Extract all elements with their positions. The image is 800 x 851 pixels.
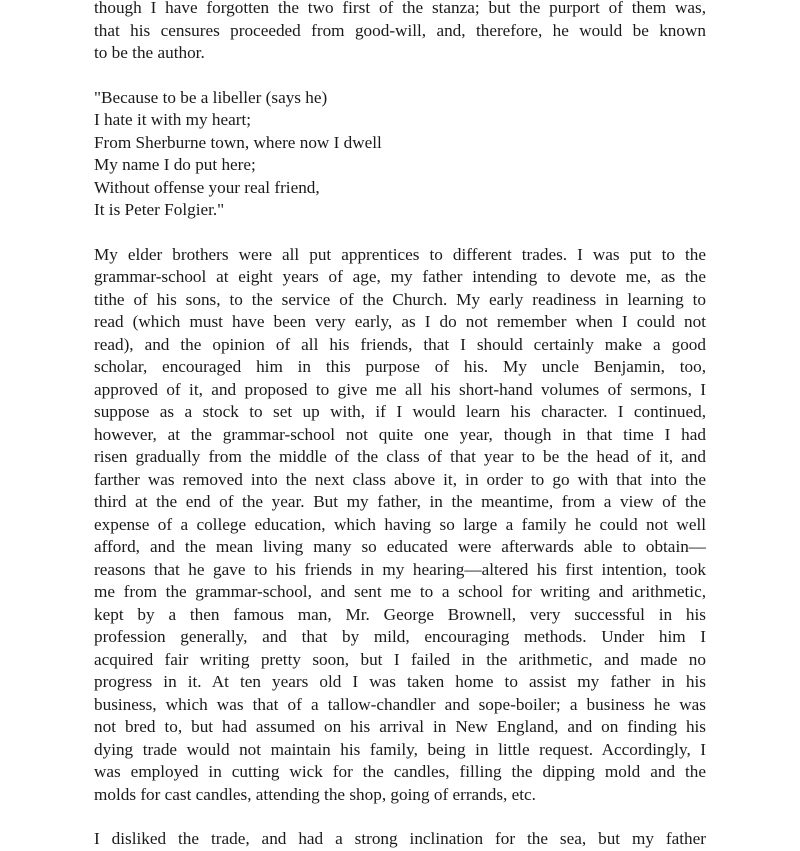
paragraph-1-line-1: though I have forgotten the two first of the stanza; but the purport of them was, — [94, 0, 706, 17]
verse-line-2: I hate it with my heart; — [94, 110, 252, 129]
paragraph-2-line-16: me from the grammar-school, and sent me to a school for writing and arithmetic, — [94, 582, 706, 601]
verse-line-4: My name I do put here; — [94, 155, 256, 174]
paragraph-2-line-11: farther was removed into the next class above it, in order to go with that into the — [94, 469, 706, 489]
verse-block — [94, 87, 706, 222]
paragraph-2-line-24: was employed in cutting wick for the candles, filling the dipping mold and the — [94, 762, 706, 781]
paragraph-1-line-3: to be the author. — [94, 43, 205, 62]
paragraph-2-line-10: risen gradually from the middle of the class of that year to be the head of it, and — [94, 447, 706, 466]
paragraph-2-line-6: scholar, encouraged him in this purpose of his. My uncle Benjamin, too, — [94, 357, 706, 376]
paragraph-2-line-19: acquired fair writing pretty soon, but I failed in the arithmetic, and made no — [94, 649, 706, 669]
paragraph-2-line-2: grammar-school at eight years of age, my father intending to devote me, as the — [94, 267, 706, 286]
paragraph-2-line-14: afford, and the mean living many so educated were afterwards able to obtain— — [94, 537, 706, 556]
verse-line-3: From Sherburne town, where now I dwell — [94, 132, 382, 152]
paragraph-3-line-1: I disliked the trade, and had a strong inclination for the sea, but my father — [94, 829, 706, 848]
paragraph-2-line-3: tithe of his sons, to the service of the Church. My early readiness in learning to — [94, 289, 706, 309]
paragraph-2-line-20: progress in it. At ten years old I was taken home to assist my father in his — [94, 672, 706, 691]
paragraph-1-line-2: that his censures proceeded from good-will, and, therefore, he would be known — [94, 20, 706, 40]
paragraph-2-line-25: molds for cast candles, attending the shop, going of errands, etc. — [94, 784, 536, 804]
paragraph-2-line-13: expense of a college education, which having so large a family he could not well — [94, 514, 706, 534]
paragraph-2-line-4: read (which must have been very early, as I do not remember when I could not — [94, 312, 706, 331]
paragraph-2-line-9: however, at the grammar-school not quite one year, though in that time I had — [94, 424, 706, 444]
paragraph-2-line-1: My elder brothers were all put apprentices to different trades. I was put to the — [94, 244, 706, 264]
verse-line-5: Without offense your real friend, — [94, 177, 320, 197]
paragraph-2-line-8: suppose as a stock to set up with, if I would learn his character. I continued, — [94, 402, 706, 421]
paragraph-2-line-7: approved of it, and proposed to give me all his short-hand volumes of sermons, I — [94, 379, 706, 399]
paragraph-2-line-22: not bred to, but had assumed on his arrival in New England, and on finding his — [94, 717, 706, 736]
verse-line-1: "Because to be a libeller (says he) — [94, 87, 328, 107]
paragraph-2-line-15: reasons that he gave to his friends in my hearing—altered his first intention, took — [94, 559, 706, 579]
paragraph-2-line-18: profession generally, and that by mild, encouraging methods. Under him I — [94, 627, 706, 646]
paragraph-2-line-23: dying trade would not maintain his family, being in little request. Accordingly, I — [94, 739, 706, 759]
paragraph-1 — [94, 0, 706, 65]
verse-line-6: It is Peter Folgier." — [94, 200, 225, 219]
paragraph-3 — [94, 828, 706, 851]
paragraph-2-line-5: read), and the opinion of all his friends, that I should certainly make a good — [94, 334, 706, 354]
paragraph-2 — [94, 244, 706, 807]
text-column — [94, 0, 706, 851]
paragraph-2-line-17: kept by a then famous man, Mr. George Brownell, very successful in his — [94, 604, 706, 624]
paragraph-2-line-12: third at the end of the year. But my father, in the meantime, from a view of the — [94, 492, 706, 511]
paragraph-2-line-21: business, which was that of a tallow-chandler and sope-boiler; a business he was — [94, 694, 706, 714]
